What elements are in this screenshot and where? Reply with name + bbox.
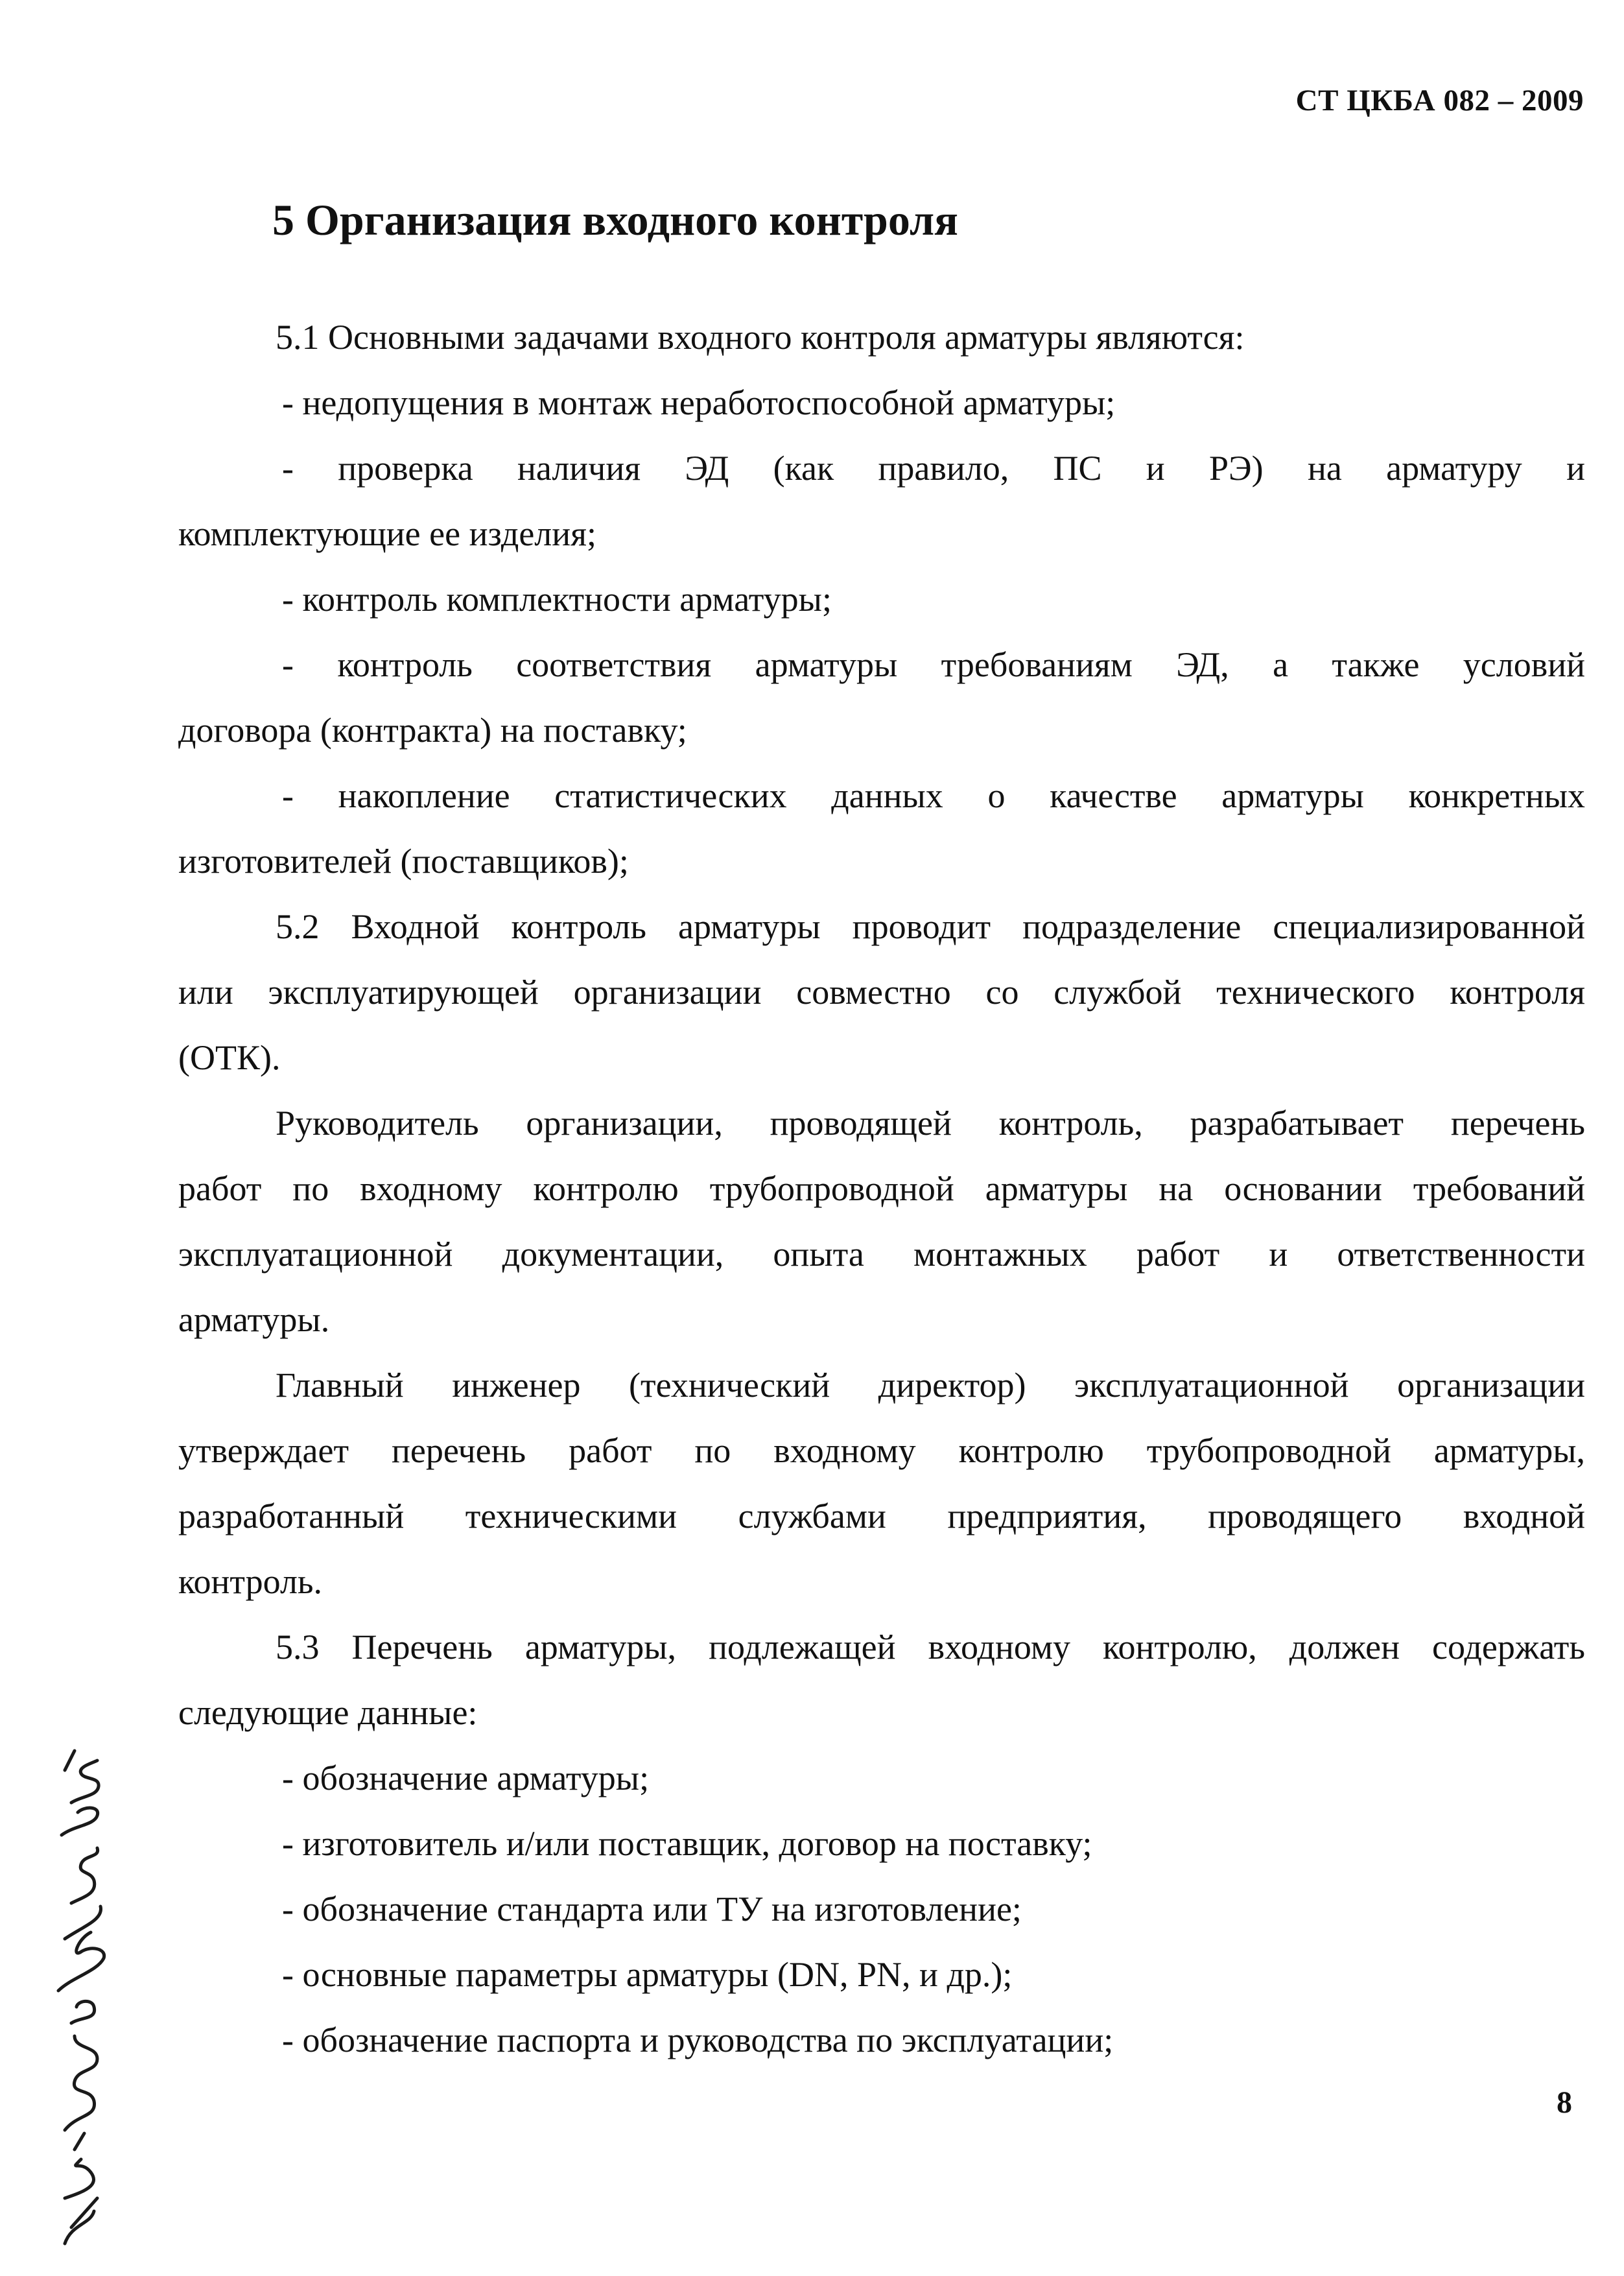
paragraph-line: (ОТК). (178, 1038, 281, 1077)
list-item: - контроль комплектности арматуры; (282, 580, 832, 619)
paragraph-5-3: 5.3 Перечень арматуры, подлежащей входному контролю, должен содержать (276, 1628, 1585, 1666)
list-item: - накопление статистических данных о качестве арматуры конкретных (282, 776, 1585, 815)
paragraph-line: разработанный техническими службами предприятия, проводящего входной (178, 1497, 1585, 1535)
list-item-continuation: договора (контракта) на поставку; (178, 711, 687, 750)
paragraph-line: работ по входному контролю трубопроводной арматуры на основании требований (178, 1169, 1585, 1208)
paragraph-line: арматуры. (178, 1300, 330, 1339)
document-code: СТ ЦКБА 082 – 2009 (1295, 84, 1584, 117)
paragraph-line: или эксплуатирующей организации совместно со службой технического контроля (178, 973, 1585, 1012)
list-item: - контроль соответствия арматуры требованиям ЭД, а также условий (282, 645, 1585, 684)
paragraph-line: эксплуатационной документации, опыта монтажных работ и ответственности (178, 1235, 1585, 1274)
paragraph-5-2: 5.2 Входной контроль арматуры проводит подразделение специализированной (276, 907, 1585, 946)
section-title: 5 Организация входного контроля (272, 195, 958, 244)
list-item: - проверка наличия ЭД (как правило, ПС и РЭ) на арматуру и (282, 449, 1585, 488)
list-item: - обозначение стандарта или ТУ на изготовление; (282, 1890, 1022, 1928)
handwritten-margin-note (45, 1744, 117, 2250)
list-item: - недопущения в монтаж неработоспособной арматуры; (282, 383, 1116, 422)
list-item: - обозначение паспорта и руководства по эксплуатации; (282, 2021, 1114, 2059)
paragraph-5-1: 5.1 Основными задачами входного контроля арматуры являются: (276, 318, 1245, 357)
paragraph-line: следующие данные: (178, 1693, 478, 1732)
list-item: - обозначение арматуры; (282, 1759, 650, 1797)
paragraph-line: контроль. (178, 1562, 323, 1601)
paragraph-line: Главный инженер (технический директор) эксплуатационной организации (276, 1366, 1585, 1405)
page-number: 8 (1557, 2085, 1572, 2120)
list-item-continuation: комплектующие ее изделия; (178, 514, 596, 553)
list-item: - основные параметры арматуры (DN, PN, и др.); (282, 1955, 1013, 1994)
paragraph-line: утверждает перечень работ по входному контролю трубопроводной арматуры, (178, 1431, 1585, 1470)
paragraph-line: Руководитель организации, проводящей контроль, разрабатывает перечень (276, 1104, 1585, 1143)
section-body (178, 305, 1585, 2073)
list-item-continuation: изготовителей (поставщиков); (178, 842, 629, 881)
list-item: - изготовитель и/или поставщик, договор на поставку; (282, 1824, 1092, 1863)
